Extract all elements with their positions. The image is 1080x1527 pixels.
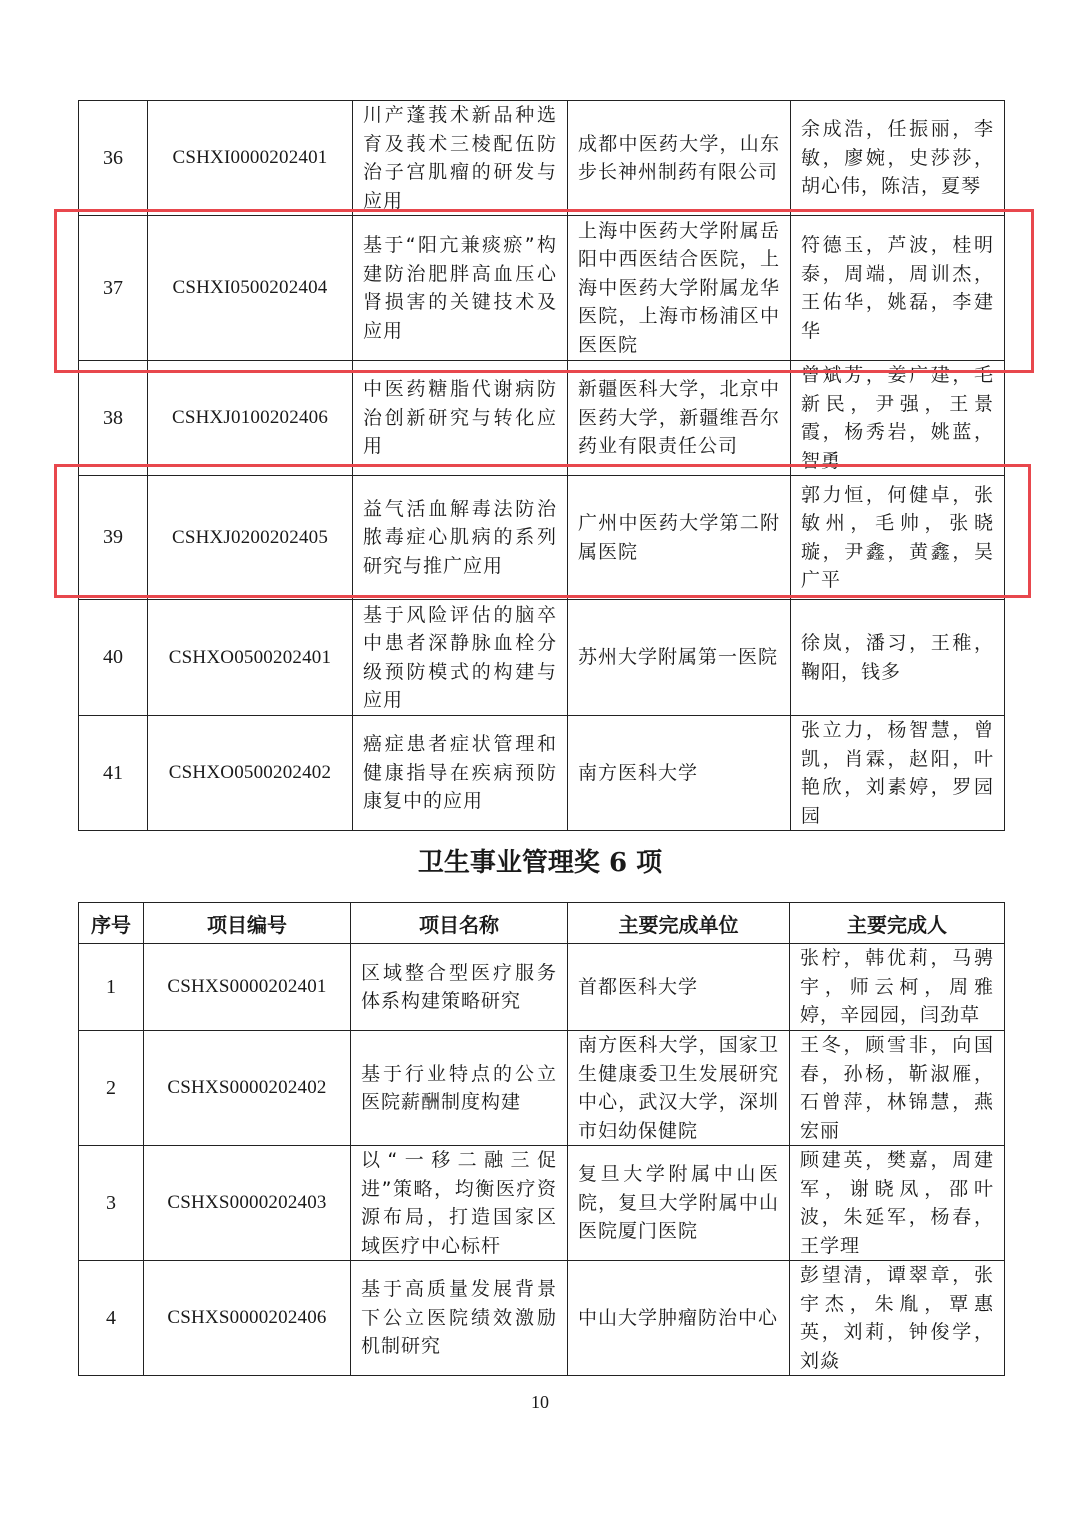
row-number: 41 [79, 716, 148, 831]
completing-unit: 新疆医科大学，北京中医药大学，新疆维吾尔药业有限责任公司 [568, 361, 791, 476]
project-code: CSHXJ0100202406 [148, 361, 353, 476]
health-management-award-table [78, 902, 1005, 1376]
project-name: 以“一移二融三促进”策略，均衡医疗资源布局，打造国家区域医疗中心标杆 [351, 1146, 568, 1261]
project-name: 基于风险评估的脑卒中患者深静脉血栓分级预防模式的构建与应用 [353, 600, 568, 716]
row-number: 36 [79, 101, 148, 216]
project-name: 区域整合型医疗服务体系构建策略研究 [351, 944, 568, 1031]
table-row [79, 476, 1005, 600]
row-number: 3 [79, 1146, 144, 1261]
project-code: CSHXI0000202401 [148, 101, 353, 216]
project-name: 川产蓬莪术新品种选育及莪术三棱配伍防治子宫肌瘤的研发与应用 [353, 101, 568, 216]
table-row [79, 716, 1005, 831]
section-title: 卫生事业管理奖 6 项 [417, 848, 663, 878]
project-code: CSHXS0000202401 [144, 944, 351, 1031]
row-number: 40 [79, 600, 148, 716]
table-row [79, 944, 1005, 1031]
completing-unit: 成都中医药大学，山东步长神州制药有限公司 [568, 101, 791, 216]
project-name: 癌症患者症状管理和健康指导在疾病预防康复中的应用 [353, 716, 568, 831]
completing-unit: 首都医科大学 [568, 944, 790, 1031]
completing-people: 张柠，韩优莉，马骋宇，师云柯，周雅婷，辛园园，闫劲草 [790, 944, 1005, 1031]
project-name: 基于高质量发展背景下公立医院绩效激励机制研究 [351, 1261, 568, 1376]
project-name: 基于行业特点的公立医院薪酬制度构建 [351, 1031, 568, 1146]
completing-unit: 中山大学肿瘤防治中心 [568, 1261, 790, 1376]
project-name: 益气活血解毒法防治脓毒症心肌病的系列研究与推广应用 [353, 476, 568, 600]
completing-people: 郭力恒，何健卓，张敏州，毛帅，张晓璇，尹鑫，黄鑫，吴广平 [791, 476, 1005, 600]
table-row [79, 1031, 1005, 1146]
project-code: CSHXO0500202401 [148, 600, 353, 716]
completing-unit: 广州中医药大学第二附属医院 [568, 476, 791, 600]
project-code: CSHXO0500202402 [148, 716, 353, 831]
row-number: 39 [79, 476, 148, 600]
column-header-unit: 主要完成单位 [568, 903, 790, 944]
completing-people: 顾建英，樊嘉，周建军，谢晓凤，邵叶波，朱延军，杨春，王学理 [790, 1146, 1005, 1261]
completing-people: 符德玉，芦波，桂明泰，周端，周训杰，王佑华，姚磊，李建华 [791, 216, 1005, 361]
project-code: CSHXJ0200202405 [148, 476, 353, 600]
project-code: CSHXS0000202406 [144, 1261, 351, 1376]
completing-unit: 复旦大学附属中山医院，复旦大学附属中山医院厦门医院 [568, 1146, 790, 1261]
completing-unit: 上海中医药大学附属岳阳中西医结合医院，上海中医药大学附属龙华医院，上海市杨浦区中医医院 [568, 216, 791, 361]
table-row [79, 101, 1005, 216]
project-code: CSHXS0000202403 [144, 1146, 351, 1261]
column-header-people: 主要完成人 [790, 903, 1005, 944]
completing-people: 王冬，顾雪非，向国春，孙杨，靳淑雁，石曾萍，林锦慧，燕宏丽 [790, 1031, 1005, 1146]
completing-unit: 南方医科大学 [568, 716, 791, 831]
project-name: 中医药糖脂代谢病防治创新研究与转化应用 [353, 361, 568, 476]
column-header-name: 项目名称 [351, 903, 568, 944]
row-number: 38 [79, 361, 148, 476]
awards-table-continued [78, 100, 1005, 831]
completing-people: 张立力，杨智慧，曾凯，肖霖，赵阳，叶艳欣，刘素婷，罗园园 [791, 716, 1005, 831]
project-code: CSHXI0500202404 [148, 216, 353, 361]
table-row [79, 1146, 1005, 1261]
table-row [79, 600, 1005, 716]
row-number: 4 [79, 1261, 144, 1376]
completing-people: 徐岚，潘习，王稚，鞠阳，钱多 [791, 600, 1005, 716]
table-header-row [79, 903, 1005, 944]
project-code: CSHXS0000202402 [144, 1031, 351, 1146]
column-header-code: 项目编号 [144, 903, 351, 944]
project-name: 基于“阳亢兼痰瘀”构建防治肥胖高血压心肾损害的关键技术及应用 [353, 216, 568, 361]
table-row [79, 1261, 1005, 1376]
row-number: 37 [79, 216, 148, 361]
completing-people: 彭望清，谭翠章，张宇杰，朱胤，覃惠英，刘莉，钟俊学，刘焱 [790, 1261, 1005, 1376]
row-number: 1 [79, 944, 144, 1031]
completing-unit: 苏州大学附属第一医院 [568, 600, 791, 716]
column-header-number: 序号 [79, 903, 144, 944]
completing-people: 余成浩，任振丽，李敏，廖婉，史莎莎，胡心伟，陈洁，夏琴 [791, 101, 1005, 216]
row-number: 2 [79, 1031, 144, 1146]
page-number: 10 [531, 1392, 549, 1412]
completing-people: 曾斌芳，姜广建，毛新民，尹强，王景霞，杨秀岩，姚蓝，智勇 [791, 361, 1005, 476]
table-row [79, 361, 1005, 476]
completing-unit: 南方医科大学，国家卫生健康委卫生发展研究中心，武汉大学，深圳市妇幼保健院 [568, 1031, 790, 1146]
table-row [79, 216, 1005, 361]
